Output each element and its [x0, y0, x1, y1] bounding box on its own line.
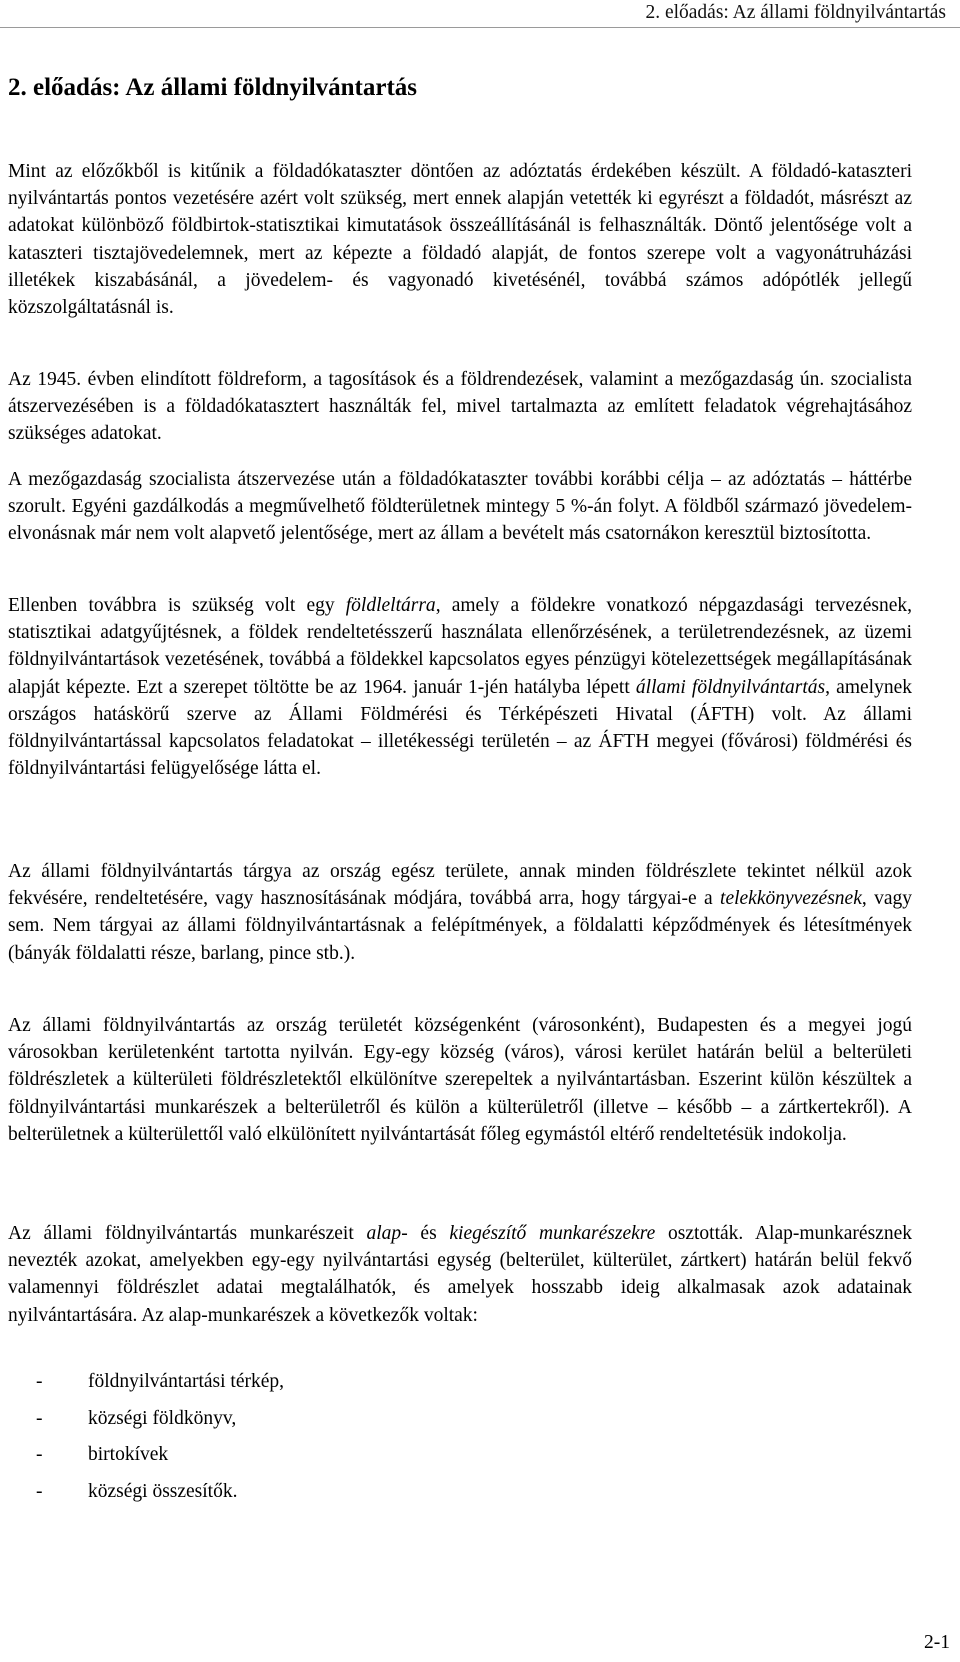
- list-item: [8, 1368, 284, 1405]
- list-item: [8, 1405, 284, 1442]
- paragraph-reorganization: A mezőgazdaság szocialista átszervezése után a földadókataszter további korábbi célja – az adóztatás – háttérbe szorult. Egyéni gazdálkodás a megművelhető földterületnek mintegy 5 %-án folyt. A földből származó jövedelem-elvonásnak már nem volt alapvető jelentősége, mert az állam a bevételt más csatornákon keresztül biztosította.: [8, 469, 912, 545]
- list-item-text: birtokívek: [88, 1444, 169, 1465]
- list-bullet: -: [36, 1480, 43, 1502]
- list-item-text: földnyilvántartási térkép,: [88, 1371, 285, 1392]
- paragraph-text: osztották. Alap-munkarésznek nevezték azokat, amelyekben egy-egy nyilvántartási egység (belterület, külterület, zártkert) határán belül fekvő valamennyi földrészlet adatai megtalálhatók, és amelyek hosszabb ideig alkalmasak azok adatainak nyilvántartására. Az alap-munkarészek a következők voltak:: [8, 1223, 912, 1326]
- list-item-text: községi összesítők.: [88, 1480, 238, 1502]
- paragraph-subject: [8, 858, 912, 967]
- paragraph-text: Ellenben továbbra is szükség volt egy: [8, 595, 346, 616]
- emphasis-term: kiegészítő munkarészekre: [449, 1223, 656, 1244]
- paragraph-work-parts: [8, 1220, 912, 1329]
- page-header: [0, 0, 960, 28]
- list-item: [8, 1441, 284, 1478]
- paragraph-text: Az állami földnyilvántartás munkarészeit: [8, 1223, 367, 1244]
- emphasis-term: állami földnyilvántartás: [635, 676, 826, 698]
- paragraph-text: , amelynek országos hatáskörű szerve az Állami Földmérési és Térképészeti Hivatal (ÁFTH) volt. Az állami földnyilvántartással kapcsolatos feladatokat – illetékességi területén – az ÁFTH megyei (fővárosi) földmérési és földnyilvántartási felügyelősége látta el.: [8, 676, 912, 780]
- lecture-heading: 2. előadás: Az állami földnyilvántartás: [8, 74, 418, 101]
- paragraph-text: - és: [401, 1223, 450, 1244]
- list-item: [8, 1478, 284, 1515]
- emphasis-term: alap: [366, 1223, 402, 1244]
- paragraph-text: Az állami földnyilvántartás tárgya az ország egész területe, annak minden földrészlete tekintet nélkül azok fekvésére, rendeltetésére, vagy hasznosításának módjára, továbbá arra, hogy tárgyai-e a: [8, 861, 912, 910]
- running-header-title: 2. előadás: Az állami földnyilvántartás: [645, 2, 946, 23]
- list-item-text: községi földkönyv,: [88, 1407, 237, 1429]
- paragraph-tax-cadastre: Mint az előzőkből is kitűnik a földadókataszter döntően az adóztatás érdekében készült. A földadó-kataszteri nyilvántartás pontos vezetésére azért volt szükség, mert ennek alapján vetették ki egyrészt a földadót, másrészt az adatokat különböző földbirtok-statisztikai kimutatások összeállításánál is felhasználták. Döntő jelentősége volt a kataszteri tisztajövedelemnek, mert az képezte a földadó alapját, de fontos szerepe volt a vagyonátruházási illetékek kiszabásánál, a jövedelem- és vagyonadó kivetésénél, továbbá számos adópótlék jellegű közszolgáltatásnál is.: [8, 161, 912, 319]
- list-bullet: -: [36, 1407, 43, 1429]
- paragraph-land-reform: Az 1945. évben elindított földreform, a tagosítások és a földrendezések, valamint a mezőgazdaság ún. szocialista átszervezésében is a földadókatasztert használták fel, mivel tartalmazta az említett feladatok végrehajtásához szükséges adatokat.: [8, 369, 912, 445]
- paragraph-districts: Az állami földnyilvántartás az ország területét községenként (városonként), Budapesten és a megyei jogú városokban kerületenként tartotta nyilván. Egy-egy község (város), városi kerület határán belül a belterületi földrészletek a külterületi földrészletektől elkülönítve szerepeltek a nyilvántartásban. Eszerint külön készültek a földnyilvántartási munkarészek a belterületről és külön a külterületről (illetve – később – a zártkertekről). A belterületnek a külterülettől való elkülönített nyilvántartását főleg egymástól eltérő rendeltetésük indokolja.: [8, 1015, 912, 1145]
- work-parts-list: [8, 1368, 284, 1514]
- paragraph-text: , amely a földekre vonatkozó népgazdasági tervezésnek, statisztikai adatgyűjtésnek, a földek rendeltetésszerű használata ellenőrzésének, a területrendezésnek, az üzemi földnyilvántartások vezetésének, továbbá a földekkel kapcsolatos egyes pénzügyi kötelezettségek megállapításának alapját képezte. Ezt a szerepet töltötte be az 1964. január 1-jén hatályba lépett: [8, 595, 912, 698]
- paragraph-land-inventory: [8, 592, 912, 782]
- page-number: 2-1: [924, 1632, 950, 1653]
- emphasis-term: telekkönyvezésnek: [720, 888, 862, 910]
- emphasis-term: földleltárra: [345, 595, 436, 616]
- paragraph-text: , vagy sem. Nem tárgyai az állami földnyilvántartásnak a felépítmények, a földalatti képződmények és létesítmények (bányák földalatti része, barlang, pince stb.).: [8, 888, 912, 964]
- list-bullet: -: [36, 1444, 43, 1465]
- list-bullet: -: [36, 1371, 43, 1392]
